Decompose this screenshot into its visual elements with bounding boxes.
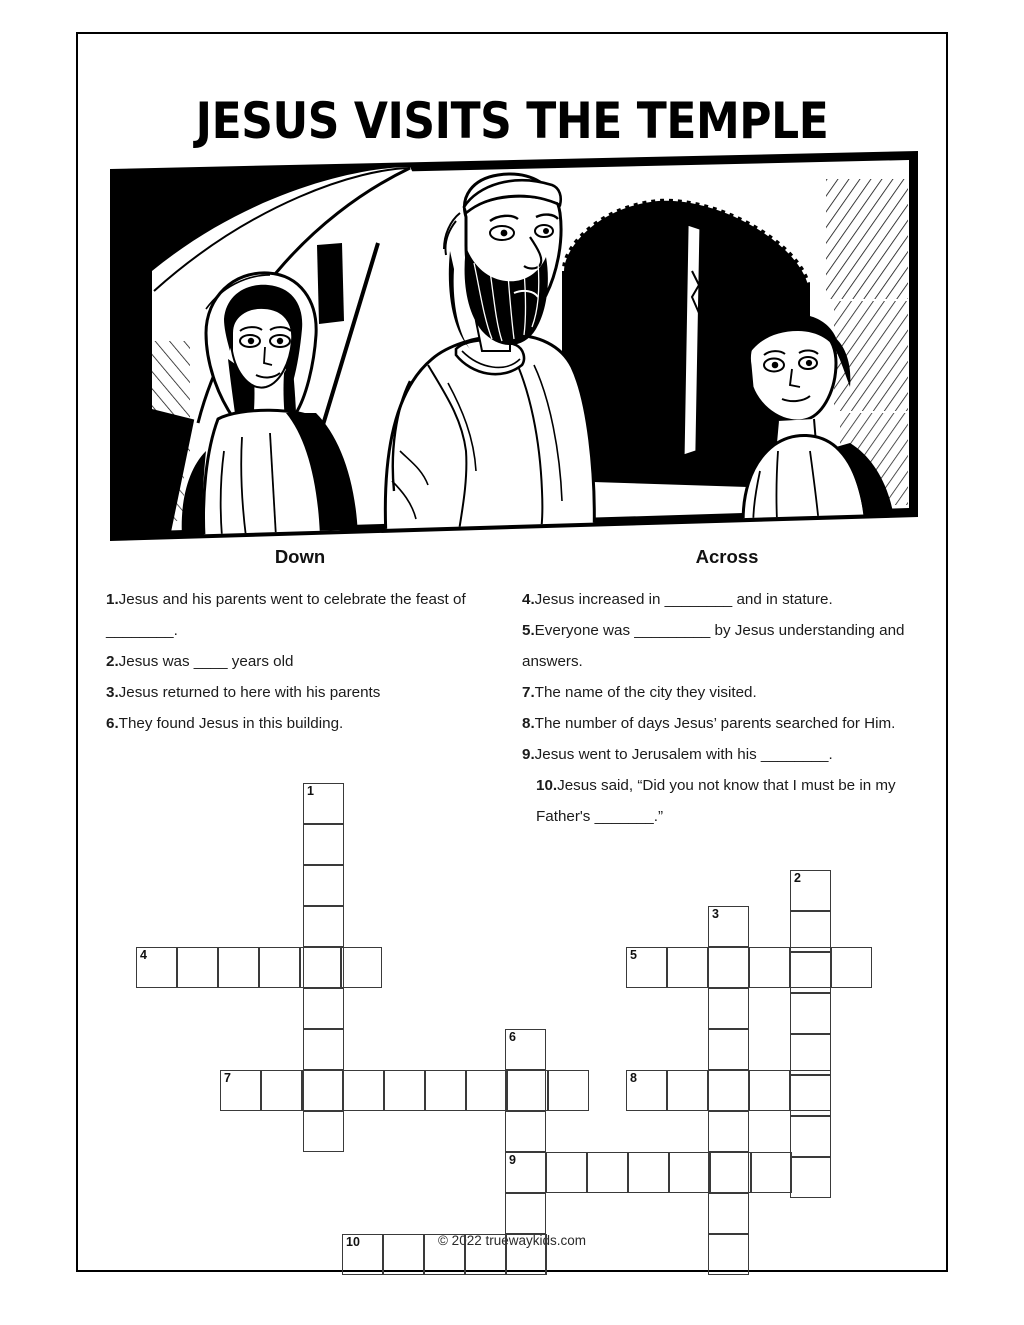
- across-heading: Across: [695, 546, 759, 567]
- crossword-cell[interactable]: [343, 1070, 384, 1111]
- down-clue-1-text: Jesus and his parents went to celebrate the feast of ________.: [106, 591, 466, 639]
- crossword-cell[interactable]: [465, 1234, 506, 1275]
- crossword-cell[interactable]: [384, 1070, 425, 1111]
- crossword-cell[interactable]: [831, 947, 872, 988]
- down-clue-3-text: Jesus returned to here with his parents: [118, 684, 381, 701]
- down-clue-1-number: 1.: [106, 591, 119, 608]
- crossword-cell-number-7: 7: [224, 1071, 231, 1085]
- crossword-cell[interactable]: [710, 1152, 751, 1193]
- footer-copyright: © 2022 truewaykids.com: [437, 1233, 586, 1248]
- crossword-cell[interactable]: [303, 824, 344, 865]
- clues-section: [78, 546, 946, 832]
- crossword-cell[interactable]: [341, 947, 382, 988]
- down-clue-2-number: 2.: [106, 653, 119, 670]
- crossword-cell[interactable]: [505, 1193, 546, 1234]
- crossword-cell[interactable]: [790, 993, 831, 1034]
- down-clue-1: [106, 584, 494, 646]
- down-heading: Down: [274, 546, 326, 567]
- crossword-cell[interactable]: [424, 1234, 465, 1275]
- crossword-cell[interactable]: [507, 1070, 548, 1111]
- across-clue-10-text: Jesus said, “Did you not know that I must be in my Father's _______.”: [536, 777, 896, 825]
- across-clues-column: [512, 546, 946, 832]
- across-clue-list: [522, 584, 932, 832]
- crossword-cell[interactable]: [790, 1070, 831, 1111]
- across-clue-7-number: 7.: [522, 684, 535, 701]
- crossword-cell[interactable]: [790, 911, 831, 952]
- crossword-cell[interactable]: [505, 1029, 546, 1070]
- across-clue-10-number: 10.: [536, 777, 558, 794]
- crossword-cell[interactable]: [303, 783, 344, 824]
- illustration-jesus-visits-temple: [110, 151, 918, 541]
- crossword-cell[interactable]: [708, 947, 749, 988]
- crossword-cell[interactable]: [177, 947, 218, 988]
- crossword-cell[interactable]: [708, 1193, 749, 1234]
- across-clue-8-number: 8.: [522, 715, 535, 732]
- crossword-cell[interactable]: [749, 947, 790, 988]
- crossword-cell[interactable]: [383, 1234, 424, 1275]
- crossword-cell-number-10: 10: [346, 1235, 360, 1249]
- crossword-cell[interactable]: [790, 870, 831, 911]
- crossword-cell[interactable]: [667, 1070, 708, 1111]
- crossword-cell[interactable]: [626, 1070, 667, 1111]
- across-clue-9-number: 9.: [522, 746, 535, 763]
- crossword-cell-number-3: 3: [712, 907, 719, 921]
- crossword-cell[interactable]: [505, 1111, 546, 1152]
- across-clue-7-text: The name of the city they visited.: [534, 684, 757, 701]
- crossword-cell[interactable]: [342, 1234, 383, 1275]
- crossword-cell[interactable]: [220, 1070, 261, 1111]
- across-clue-5-number: 5.: [522, 622, 535, 639]
- crossword-cell[interactable]: [708, 1029, 749, 1070]
- across-clue-5-text: Everyone was _________ by Jesus understanding and answers.: [522, 622, 905, 670]
- crossword-cell[interactable]: [303, 988, 344, 1029]
- crossword-cell[interactable]: [548, 1070, 589, 1111]
- crossword-cell[interactable]: [466, 1070, 507, 1111]
- across-clue-4-number: 4.: [522, 591, 535, 608]
- down-clue-3-number: 3.: [106, 684, 119, 701]
- crossword-cell[interactable]: [708, 906, 749, 947]
- down-clue-6-number: 6.: [106, 715, 119, 732]
- crossword-cell[interactable]: [587, 1152, 628, 1193]
- crossword-cell[interactable]: [790, 1157, 831, 1198]
- down-clue-2: [106, 646, 494, 677]
- crossword-cell[interactable]: [790, 1034, 831, 1075]
- across-clue-5: [522, 615, 932, 677]
- across-clue-9-text: Jesus went to Jerusalem with his ________.: [534, 746, 833, 763]
- crossword-cell[interactable]: [303, 1029, 344, 1070]
- illustration-svg: [110, 151, 918, 541]
- across-clue-10: [522, 770, 932, 832]
- crossword-cell[interactable]: [259, 947, 300, 988]
- crossword-cell[interactable]: [218, 947, 259, 988]
- page-title: JESUS VISITS THE TEMPLE: [195, 91, 829, 150]
- crossword-cell[interactable]: [669, 1152, 710, 1193]
- crossword-cell-number-8: 8: [630, 1071, 637, 1085]
- crossword-cell-number-6: 6: [509, 1030, 516, 1044]
- crossword-cell[interactable]: [708, 988, 749, 1029]
- crossword-cell[interactable]: [708, 1234, 749, 1275]
- down-clue-6: [106, 708, 494, 739]
- down-clue-list: [106, 584, 494, 739]
- across-clue-8-text: The number of days Jesus’ parents searched for Him.: [534, 715, 896, 732]
- crossword-cell[interactable]: [303, 1111, 344, 1152]
- down-clue-3: [106, 677, 494, 708]
- crossword-cell[interactable]: [425, 1070, 466, 1111]
- across-clue-8: [522, 708, 932, 739]
- down-clues-column: [78, 546, 512, 832]
- crossword-cell-number-1: 1: [307, 784, 314, 798]
- crossword-cell-number-4: 4: [140, 948, 147, 962]
- across-clue-7: [522, 677, 932, 708]
- crossword-cell[interactable]: [667, 947, 708, 988]
- crossword-cell[interactable]: [790, 1116, 831, 1157]
- crossword-cell-number-5: 5: [630, 948, 637, 962]
- crossword-cell[interactable]: [136, 947, 177, 988]
- crossword-cell[interactable]: [506, 1234, 547, 1275]
- crossword-cell[interactable]: [626, 947, 667, 988]
- crossword-cell[interactable]: [261, 1070, 302, 1111]
- crossword-cell-number-2: 2: [794, 871, 801, 885]
- crossword-cell[interactable]: [790, 947, 831, 988]
- crossword-cell[interactable]: [749, 1070, 790, 1111]
- crossword-cell[interactable]: [303, 865, 344, 906]
- crossword-cell[interactable]: [708, 1111, 749, 1152]
- down-clue-2-text: Jesus was ____ years old: [118, 653, 294, 670]
- crossword-cell[interactable]: [628, 1152, 669, 1193]
- across-clue-4: [522, 584, 932, 615]
- crossword-cell[interactable]: [302, 1070, 343, 1111]
- crossword-cell[interactable]: [300, 947, 341, 988]
- down-clue-6-text: They found Jesus in this building.: [118, 715, 344, 732]
- across-clue-9: [522, 739, 932, 770]
- across-clue-4-text: Jesus increased in ________ and in stature.: [534, 591, 833, 608]
- crossword-cell-number-9: 9: [509, 1153, 516, 1167]
- crossword-cell[interactable]: [708, 1070, 749, 1111]
- crossword-cell[interactable]: [546, 1152, 587, 1193]
- crossword-cell[interactable]: [303, 906, 344, 947]
- crossword-cell[interactable]: [751, 1152, 792, 1193]
- crossword-cell[interactable]: [505, 1152, 546, 1193]
